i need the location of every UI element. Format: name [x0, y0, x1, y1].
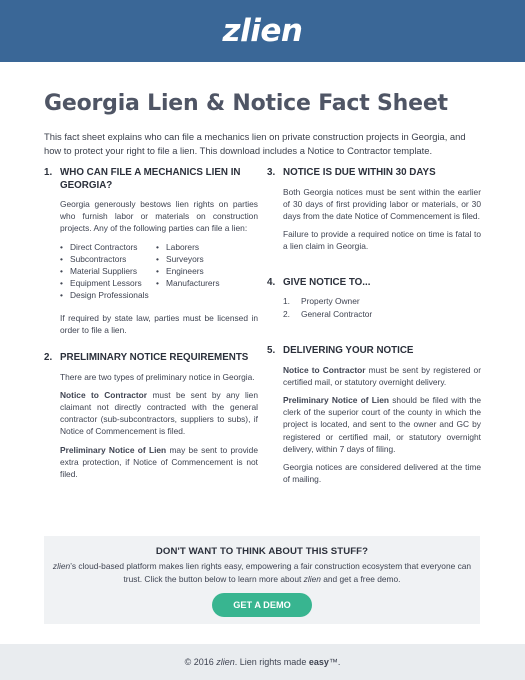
- section-number: 3.: [267, 167, 276, 178]
- section-heading: GIVE NOTICE TO...: [283, 276, 371, 288]
- brand-name: zlien: [52, 561, 71, 571]
- section-number: 5.: [267, 345, 276, 357]
- section-delivering-notice: [267, 345, 481, 485]
- section-paragraph: Notice to Contractor must be sent by registered or certified mail, or statutory overnight delivery.: [283, 364, 481, 387]
- page-title: Georgia Lien & Notice Fact Sheet: [44, 91, 448, 116]
- notice-term: Preliminary Notice of Lien: [60, 444, 167, 455]
- list-item: • Manufacturers: [156, 277, 220, 289]
- section-paragraph: There are two types of preliminary notice in Georgia.: [60, 371, 255, 382]
- section-paragraph: Preliminary Notice of Lien may be sent to provide extra protection, if Notice of Commencement is not filed.: [60, 444, 258, 479]
- callout-heading: DON'T WANT TO THINK ABOUT THIS STUFF?: [155, 546, 369, 557]
- right-column: [267, 167, 481, 501]
- claimant-list-col-1: [60, 241, 156, 302]
- notice-term: Notice to Contractor: [283, 364, 366, 375]
- demo-callout: [44, 536, 480, 624]
- callout-text: zlien’s cloud-based platform makes lien rights easy, empowering a fair construction ecosystem that everyone can trust. Click the button below to learn more about zlien and get a free demo.: [52, 561, 472, 584]
- section-give-notice: [267, 277, 481, 322]
- get-a-demo-button[interactable]: GET A DEMO: [212, 593, 312, 617]
- claimant-list-col-2: [156, 241, 220, 302]
- section-paragraph: Georgia notices are considered delivered at the time of mailing.: [283, 461, 481, 485]
- section-heading: PRELIMINARY NOTICE REQUIREMENTS: [60, 352, 249, 364]
- list-item: • Laborers: [156, 241, 220, 253]
- list-item: • Direct Contractors: [60, 241, 156, 253]
- list-item: 2. General Contractor: [283, 309, 373, 320]
- notice-term: Preliminary Notice of Lien: [283, 394, 389, 405]
- section-number: 4.: [267, 276, 276, 288]
- brand-name: zlien: [303, 573, 321, 584]
- section-heading: NOTICE IS DUE WITHIN 30 DAYS: [283, 167, 436, 178]
- list-item: • Equipment Lessors: [60, 277, 156, 289]
- section-preliminary-notice: [44, 352, 258, 480]
- notice-term: Notice to Contractor: [60, 389, 148, 400]
- left-column: [44, 167, 258, 501]
- columns: [44, 167, 481, 501]
- list-item: 1. Property Owner: [283, 296, 360, 307]
- list-item: • Design Professionals: [60, 289, 156, 301]
- section-paragraph: If required by state law, parties must be licensed in order to file a lien.: [60, 312, 258, 335]
- section-due-date: [267, 167, 481, 253]
- header-bar: [0, 0, 525, 62]
- footer: [0, 644, 525, 680]
- zlien-logo[interactable]: zlien: [222, 13, 303, 49]
- footer-text: © 2016 zlien. Lien rights made easy™.: [184, 657, 341, 667]
- section-paragraph: Failure to provide a required notice on time is fatal to a lien claim in Georgia.: [283, 229, 481, 252]
- emphasis: easy: [308, 657, 329, 667]
- section-paragraph: Preliminary Notice of Lien should be filed with the clerk of the superior court of the county in which the project is located, and sent to the owner and GC by registered or certified mail, or statutory overnight delivery, within 7 days of filing.: [283, 394, 481, 454]
- list-item: • Subcontractors: [60, 253, 156, 265]
- recipient-list: [283, 295, 481, 321]
- list-item: • Material Suppliers: [60, 265, 156, 277]
- list-item: • Surveyors: [156, 253, 220, 265]
- claimant-list: [60, 241, 258, 302]
- section-heading: DELIVERING YOUR NOTICE: [283, 345, 414, 357]
- section-paragraph: Georgia generously bestows lien rights on parties who furnish labor or materials on construction projects. Any of the following parties can file a lien:: [60, 199, 258, 234]
- section-paragraph: Notice to Contractor must be sent by any lien claimant not directly contracted with the general contractor (sub-subcontractors, suppliers to subs), if Notice of Commencement is filed.: [60, 389, 258, 437]
- section-number: 1.: [44, 167, 53, 178]
- section-who-can-file: [44, 167, 258, 336]
- brand-name: zlien: [216, 657, 235, 667]
- intro-paragraph: This fact sheet explains who can file a mechanics lien on private construction projects in Georgia, and how to protect your right to file a lien. This download includes a Notice to Contractor template.: [44, 131, 466, 156]
- main-content: [0, 90, 525, 501]
- section-paragraph: Both Georgia notices must be sent within the earlier of 30 days of first providing labor or materials, or 30 days from the date Notice of Commencement is filed.: [283, 186, 481, 221]
- section-number: 2.: [44, 352, 53, 364]
- list-item: • Engineers: [156, 265, 220, 277]
- section-heading: WHO CAN FILE A MECHANICS LIEN IN GEORGIA?: [60, 167, 241, 191]
